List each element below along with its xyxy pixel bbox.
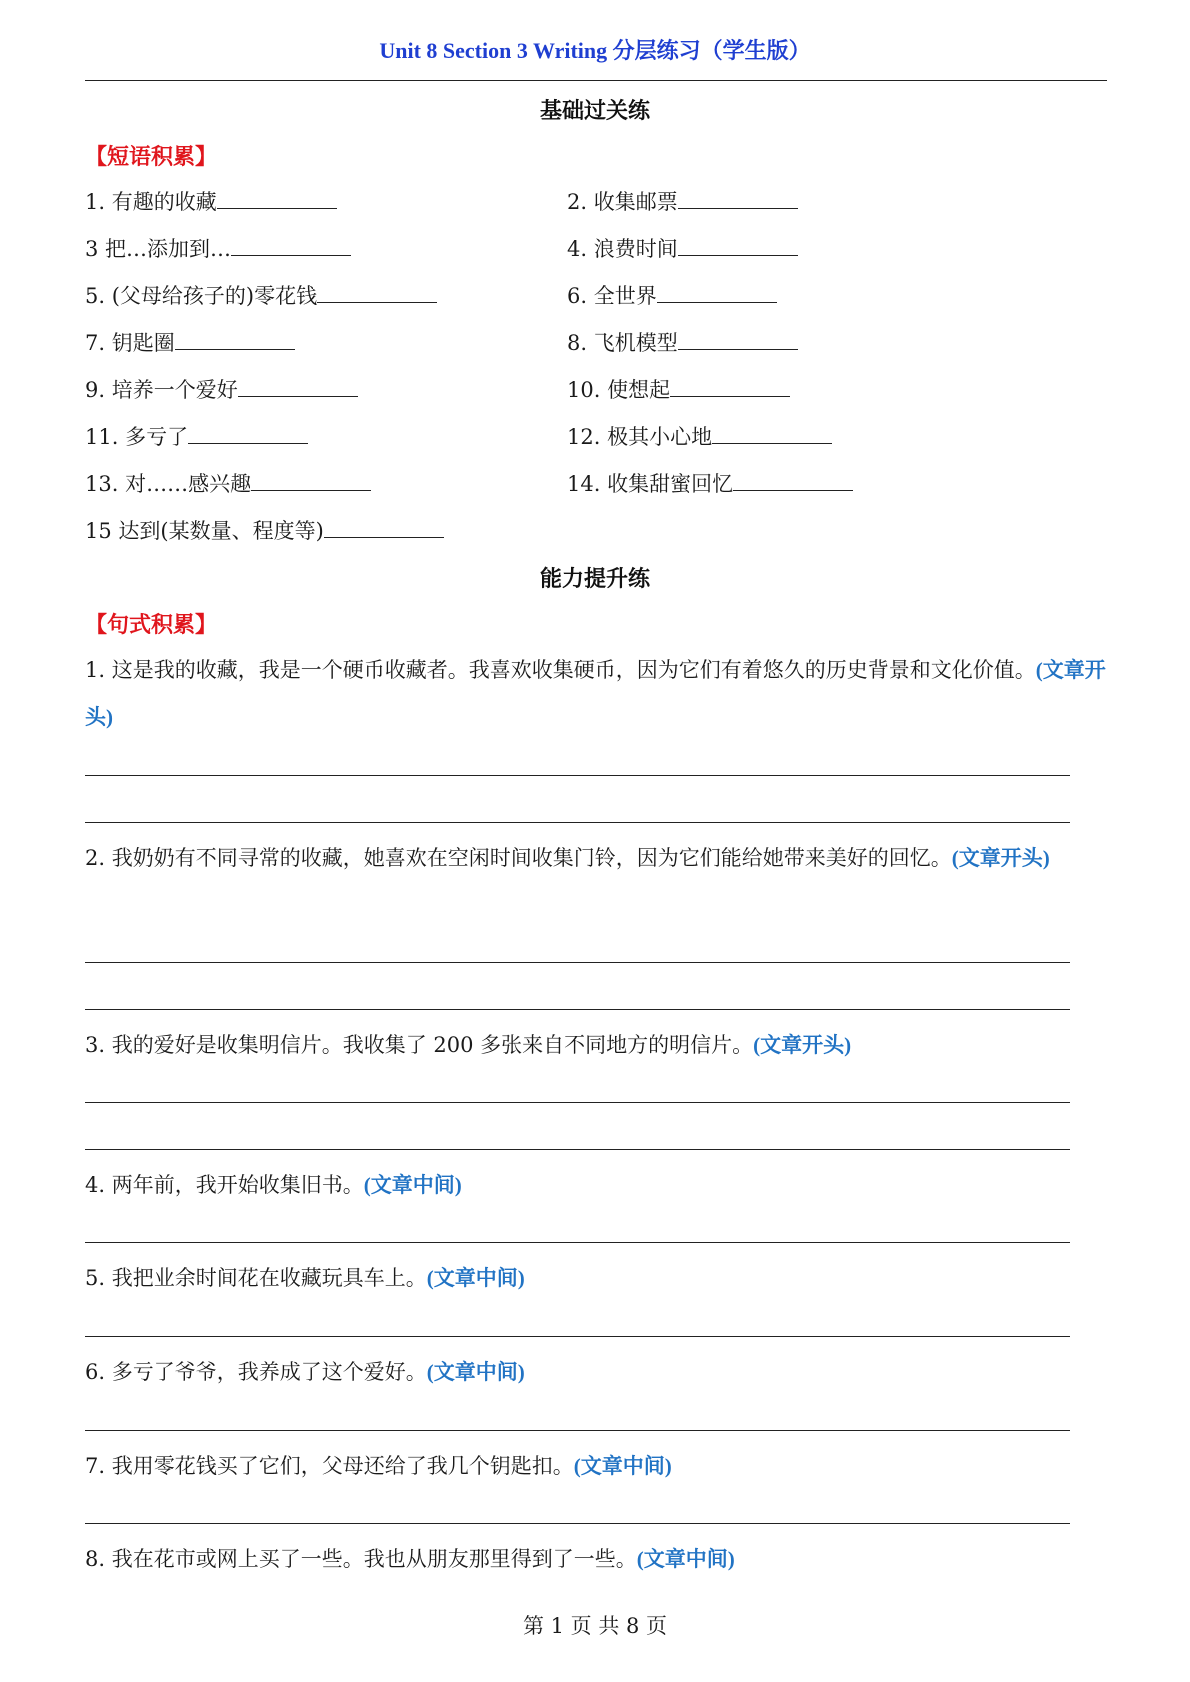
answer-blank[interactable]: [657, 284, 777, 303]
answer-blank[interactable]: [175, 331, 295, 350]
page-number: 第 1 页 共 8 页: [522, 1614, 668, 1638]
sentence-item: 3. 我的爱好是收集明信片。我收集了 200 多张来自不同地方的明信片。(文章开头): [85, 1033, 852, 1057]
phrase-item: 15 达到(某数量、程度等): [85, 519, 444, 542]
phrase-item: 14. 收集甜蜜回忆: [567, 472, 853, 495]
phrase-item: 12. 极其小心地: [567, 425, 832, 448]
answer-blank[interactable]: [217, 190, 337, 209]
answer-blank[interactable]: [251, 472, 371, 491]
position-hint: (文章中间): [426, 1266, 525, 1290]
position-hint: (文章中间): [426, 1360, 525, 1384]
answer-blank[interactable]: [712, 425, 832, 444]
answer-line[interactable]: [85, 822, 1070, 823]
answer-blank[interactable]: [238, 378, 358, 397]
phrase-item: 4. 浪费时间: [567, 237, 798, 260]
phrase-item: 9. 培养一个爱好: [85, 378, 358, 401]
section-title-basic: 基础过关练: [539, 98, 650, 124]
answer-blank[interactable]: [231, 237, 351, 256]
phrase-item: 11. 多亏了: [85, 425, 308, 448]
position-hint: (文章中间): [363, 1173, 462, 1197]
answer-line[interactable]: [85, 775, 1070, 776]
position-hint: (文章开头): [951, 846, 1050, 870]
phrase-section-label: 【短语积累】: [85, 144, 218, 170]
answer-line[interactable]: [85, 1523, 1070, 1524]
answer-blank[interactable]: [670, 378, 790, 397]
answer-line[interactable]: [85, 1009, 1070, 1010]
phrase-item: 1. 有趣的收藏: [85, 190, 337, 213]
sentence-item: 1. 这是我的收藏，我是一个硬币收藏者。我喜欢收集硬币，因为它们有着悠久的历史背景和文化价值。(文章开头): [85, 658, 1106, 729]
answer-blank[interactable]: [678, 190, 798, 209]
answer-blank[interactable]: [188, 425, 308, 444]
sentence-section-label: 【句式积累】: [85, 612, 218, 638]
answer-blank[interactable]: [324, 519, 444, 538]
sentence-item: 2. 我奶奶有不同寻常的收藏，她喜欢在空闲时间收集门铃，因为它们能给她带来美好的回忆。(文章开头): [85, 846, 1050, 870]
phrase-item: 3 把…添加到…: [85, 237, 351, 260]
phrase-item: 13. 对……感兴趣: [85, 472, 371, 495]
phrase-item: 7. 钥匙圈: [85, 331, 295, 354]
phrase-item: 10. 使想起: [567, 378, 790, 401]
phrase-item: 5. (父母给孩子的)零花钱: [85, 284, 437, 307]
header-divider: [85, 80, 1107, 81]
document-header: Unit 8 Section 3 Writing 分层练习（学生版）: [379, 38, 811, 63]
answer-blank[interactable]: [317, 284, 437, 303]
answer-line[interactable]: [85, 1336, 1070, 1337]
sentence-item: 8. 我在花市或网上买了一些。我也从朋友那里得到了一些。(文章中间): [85, 1547, 735, 1571]
sentence-item: 5. 我把业余时间花在收藏玩具车上。(文章中间): [85, 1266, 525, 1290]
position-hint: (文章中间): [573, 1454, 672, 1478]
position-hint: (文章中间): [636, 1547, 735, 1571]
answer-line[interactable]: [85, 1242, 1070, 1243]
sentence-item: 6. 多亏了爷爷，我养成了这个爱好。(文章中间): [85, 1360, 525, 1384]
answer-line[interactable]: [85, 1149, 1070, 1150]
answer-line[interactable]: [85, 1430, 1070, 1431]
position-hint: (文章开头): [753, 1033, 852, 1057]
position-hint: (文章开头): [85, 658, 1106, 729]
phrase-item: 8. 飞机模型: [567, 331, 798, 354]
section-title-advanced: 能力提升练: [539, 566, 650, 592]
answer-blank[interactable]: [678, 331, 798, 350]
phrase-item: 2. 收集邮票: [567, 190, 798, 213]
answer-line[interactable]: [85, 962, 1070, 963]
answer-blank[interactable]: [733, 472, 853, 491]
sentence-item: 4. 两年前，我开始收集旧书。(文章中间): [85, 1173, 462, 1197]
sentence-item: 7. 我用零花钱买了它们，父母还给了我几个钥匙扣。(文章中间): [85, 1454, 672, 1478]
answer-blank[interactable]: [678, 237, 798, 256]
answer-line[interactable]: [85, 1102, 1070, 1103]
phrase-item: 6. 全世界: [567, 284, 777, 307]
